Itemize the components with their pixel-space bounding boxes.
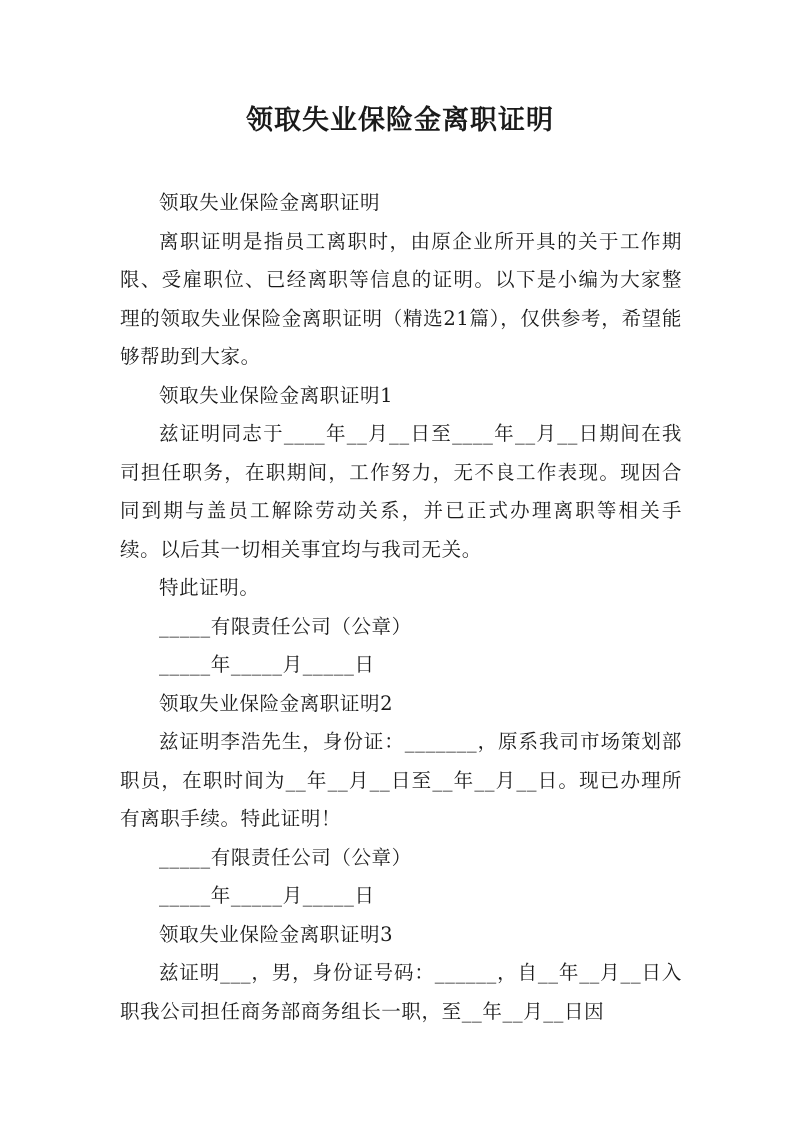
intro-paragraph: 离职证明是指员工离职时，由原企业所开具的关于工作期限、受雇职位、已经离职等信息的证明。以下是小编为大家整理的领取失业保险金离职证明（精选21篇），仅供参考，希望能够帮助到大家。: [120, 229, 682, 368]
date-line: _____年_____月_____日: [159, 653, 375, 676]
section-heading: 领取失业保险金离职证明2: [159, 691, 394, 715]
section-heading: 领取失业保险金离职证明3: [159, 922, 394, 946]
section-heading: 领取失业保险金离职证明: [159, 191, 381, 214]
section-heading: 领取失业保险金离职证明1: [159, 383, 394, 407]
document-title: 领取失业保险金离职证明: [246, 105, 554, 136]
certificate-text: 兹证明同志于____年__月__日至____年__月__日期间在我司担任职务，在职期间，工作努力，无不良工作表现。现因合同到期与盖员工解除劳动关系，并已正式办理离职等相关手续。以后其一切相关事宜均与我司无关。: [120, 422, 682, 561]
closing-line: 特此证明。: [159, 576, 260, 599]
certificate-text: 兹证明李浩先生，身份证：_______，原系我司市场策划部职员，在职时间为__年__月__日至__年__月__日。现已办理所有离职手续。特此证明！: [120, 730, 682, 830]
company-seal-line: _____有限责任公司（公章）: [159, 845, 412, 869]
date-line: _____年_____月_____日: [159, 884, 375, 907]
company-seal-line: _____有限责任公司（公章）: [159, 614, 412, 638]
certificate-text: 兹证明___，男，身份证号码：______，自__年__月__日入职我公司担任商务部商务组长一职，至__年__月__日因: [120, 961, 682, 1023]
document-body: [120, 184, 682, 1031]
